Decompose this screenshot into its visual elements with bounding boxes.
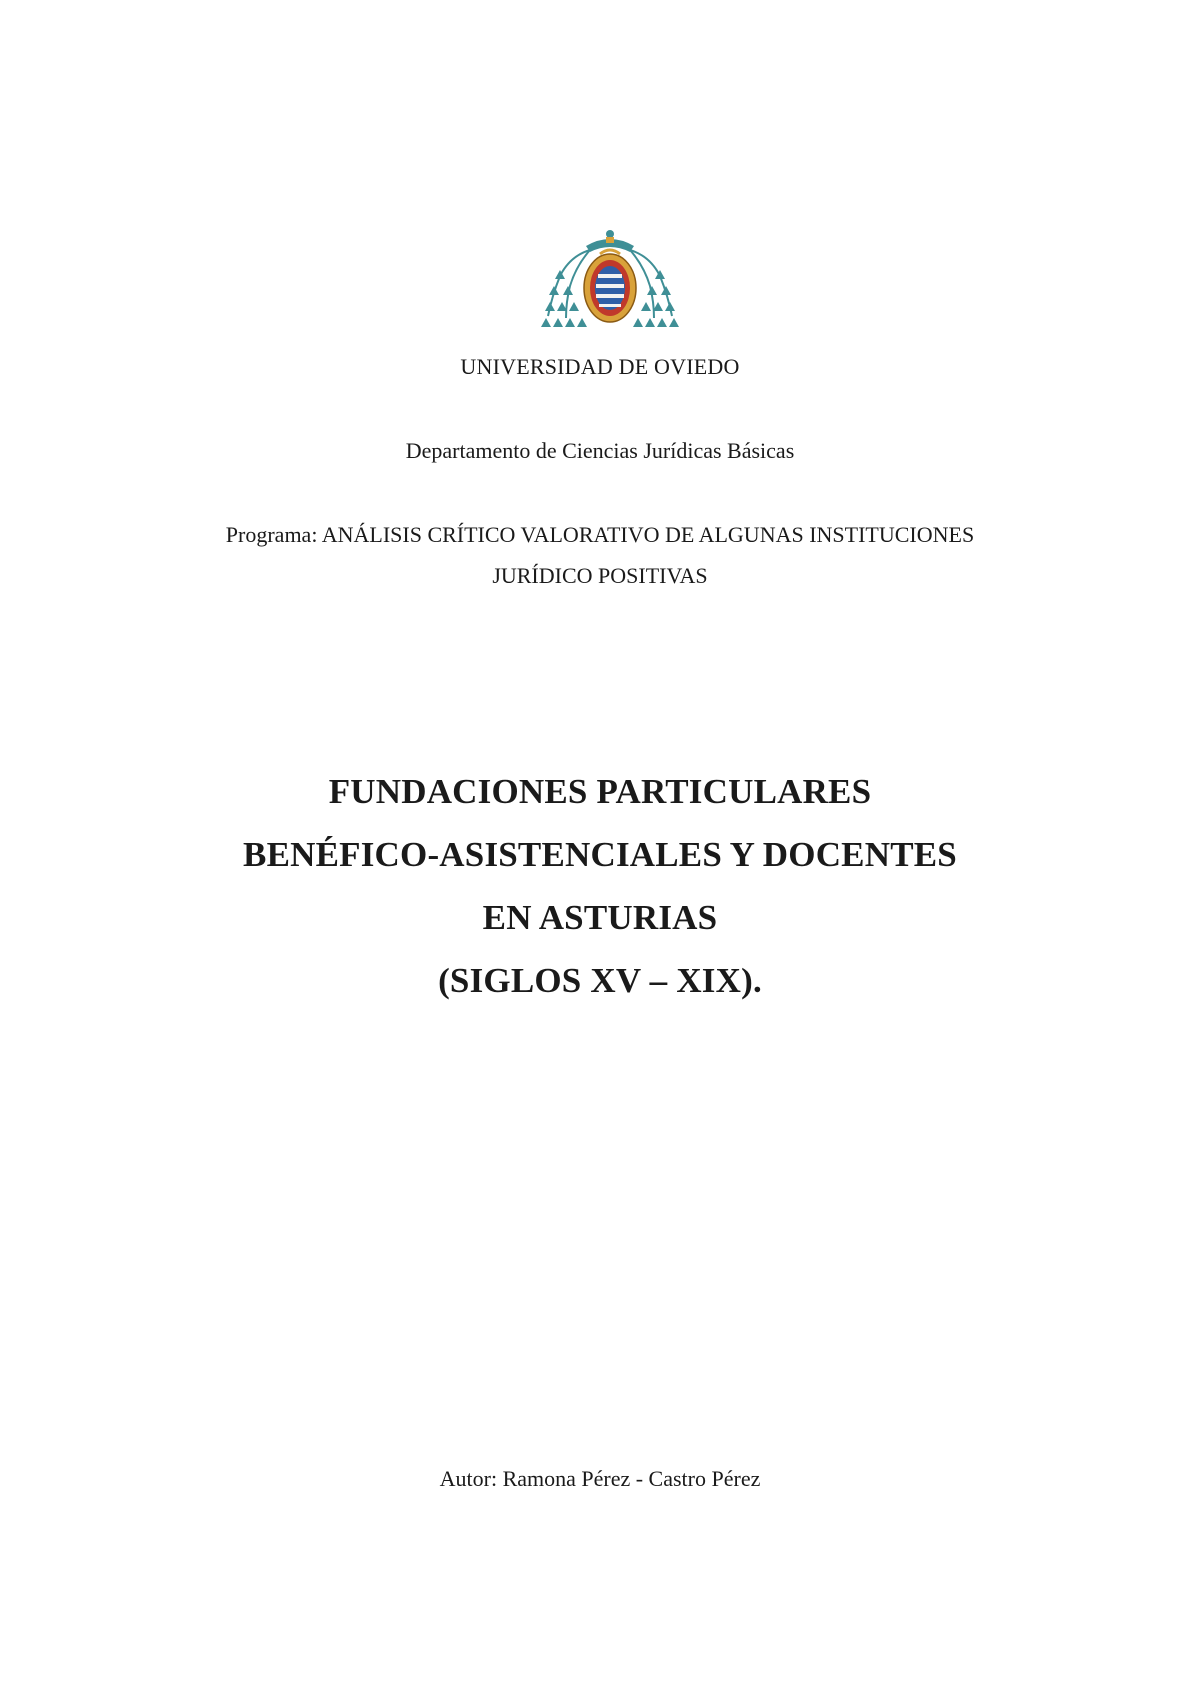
department-name: Departamento de Ciencias Jurídicas Básicas: [405, 438, 795, 463]
thesis-title-line-4: (SIGLOS XV – XIX).: [438, 961, 762, 1000]
thesis-title-line-1: FUNDACIONES PARTICULARES: [328, 772, 872, 811]
thesis-title-line-3: EN ASTURIAS: [482, 898, 718, 937]
university-crest-icon: [540, 226, 680, 336]
program-line-2: JURÍDICO POSITIVAS: [492, 563, 708, 588]
thesis-title-line-2: BENÉFICO-ASISTENCIALES Y DOCENTES: [243, 835, 957, 874]
author-line: Autor: Ramona Pérez - Castro Pérez: [439, 1466, 761, 1491]
program-line-1: Programa: ANÁLISIS CRÍTICO VALORATIVO DE ALGUNAS INSTITUCIONES: [225, 522, 975, 547]
university-name: UNIVERSIDAD DE OVIEDO: [460, 354, 740, 379]
